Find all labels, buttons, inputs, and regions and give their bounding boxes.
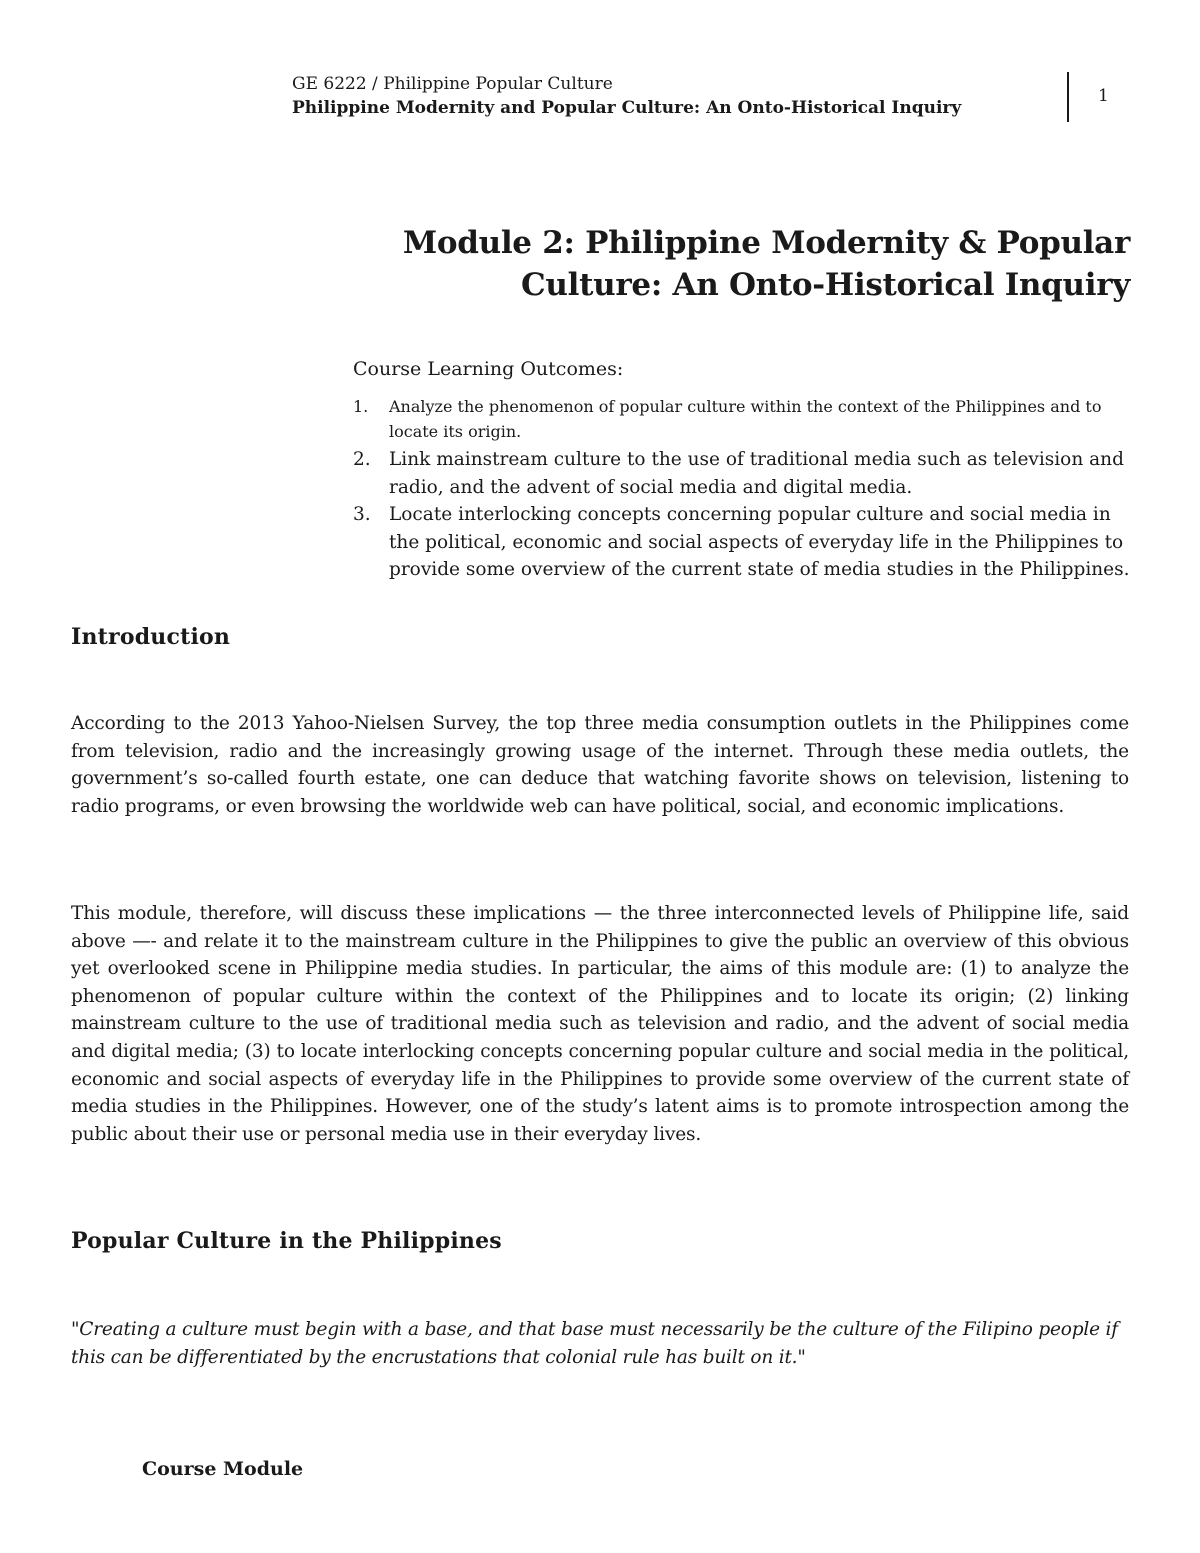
list-item-number: 2. xyxy=(353,449,371,470)
list-item-number: 3. xyxy=(353,504,371,525)
page-header xyxy=(292,72,1052,120)
list-item xyxy=(353,501,1143,584)
epigraph-quote: "Creating a culture must begin with a base, and that base must necessarily be the culture of the Filipino people if this can be differentiated by the encrustations that colonial rule has built on it." xyxy=(71,1319,1118,1368)
footer-course-module: Course Module xyxy=(142,1458,304,1480)
introduction-heading: Introduction xyxy=(71,624,231,650)
header-subtitle: Philippine Modernity and Popular Culture: An Onto-Historical Inquiry xyxy=(292,98,962,118)
introduction-paragraph-1: According to the 2013 Yahoo-Nielsen Survey, the top three media consumption outlets in the Philippines come from television, radio and the increasingly growing usage of the internet. Through these media outlets, the government’s so-called fourth estate, one can deduce that watching favorite shows on television, listening to radio programs, or even browsing the worldwide web can have political, social, and economic implications. xyxy=(71,713,1129,817)
header-course: GE 6222 / Philippine Popular Culture xyxy=(292,74,613,94)
learning-outcomes-heading: Course Learning Outcomes: xyxy=(353,358,624,380)
list-item-number: 1. xyxy=(353,397,369,416)
page-number: 1 xyxy=(1098,86,1109,106)
popular-culture-heading: Popular Culture in the Philippines xyxy=(71,1228,502,1254)
learning-outcomes-list xyxy=(353,394,1143,584)
module-title xyxy=(380,222,1130,306)
list-item-text: Link mainstream culture to the use of traditional media such as television and radio, and the advent of social media and digital media. xyxy=(389,449,1124,498)
list-item xyxy=(353,446,1143,501)
module-title-line-1: Module 2: Philippine Modernity & Popular xyxy=(402,225,1130,261)
module-title-line-2: Culture: An Onto-Historical Inquiry xyxy=(521,267,1130,303)
list-item xyxy=(353,394,1143,444)
list-item-text: Locate interlocking concepts concerning popular culture and social media in the political, economic and social aspects of everyday life in the Philippines to provide some overview of the current state of media studies in the Philippines. xyxy=(389,504,1130,580)
introduction-paragraph-2: This module, therefore, will discuss these implications — the three interconnected levels of Philippine life, said above —- and relate it to the mainstream culture in the Philippines to give the public an overview of this obvious yet overlooked scene in Philippine media studies. In particular, the aims of this module are: (1) to analyze the phenomenon of popular culture within the context of the Philippines and to locate its origin; (2) linking mainstream culture to the use of traditional media such as television and radio, and the advent of social media and digital media; (3) to locate interlocking concepts concerning popular culture and social media in the political, economic and social aspects of everyday life in the Philippines to provide some overview of the current state of media studies in the Philippines. However, one of the study’s latent aims is to promote introspection among the public about their use or personal media use in their everyday lives. xyxy=(71,903,1129,1145)
list-item-text: Analyze the phenomenon of popular culture within the context of the Philippines and to locate its origin. xyxy=(389,397,1102,441)
header-divider xyxy=(1067,72,1069,122)
